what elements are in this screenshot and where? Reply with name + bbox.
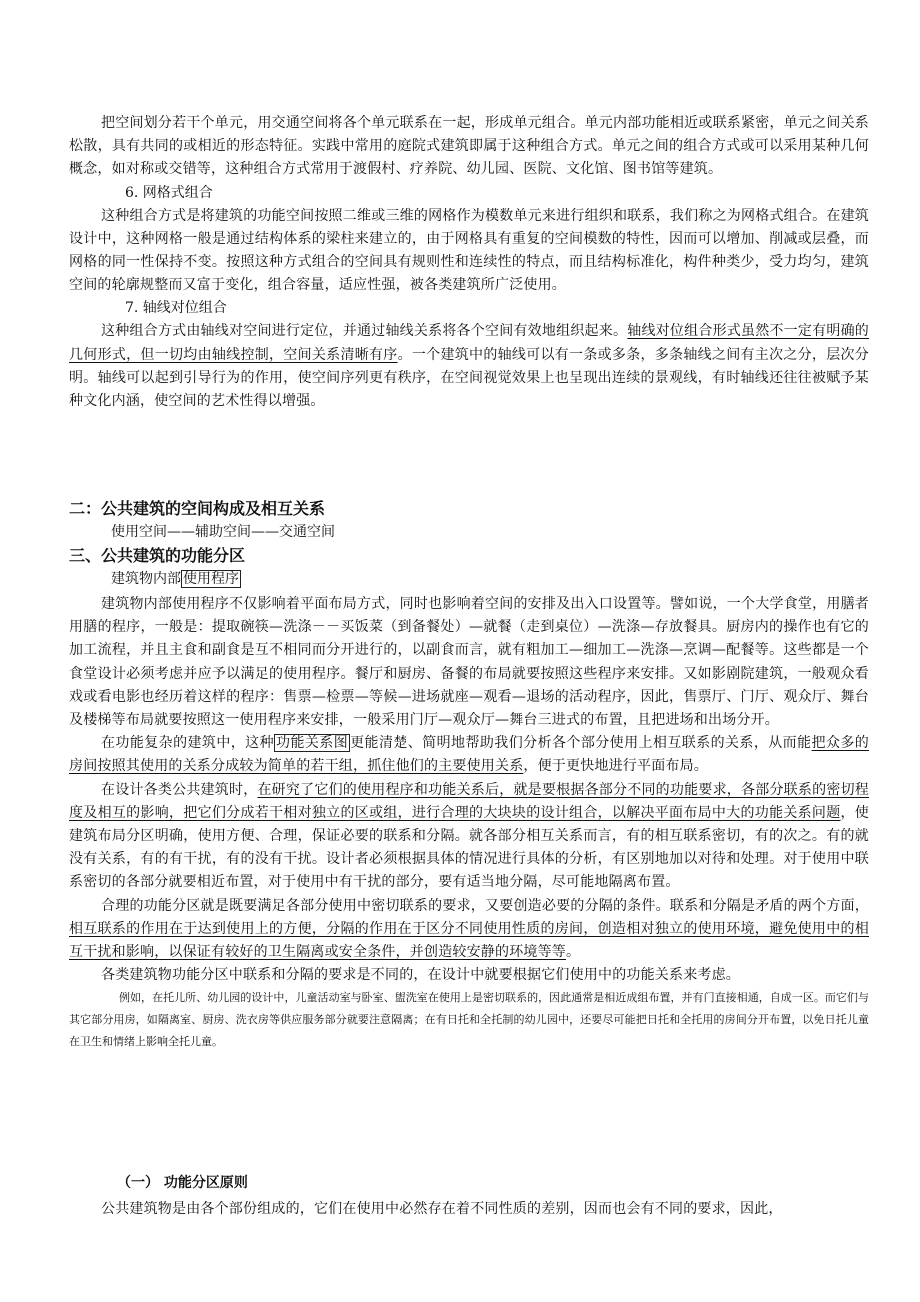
paragraph-grid-combination: 这种组合方式是将建筑的功能空间按照二维或三维的网格作为模数单元来进行组织和联系，我们称之为网格式组合。在建筑设计中，这种网格一般是通过结构体系的梁柱来建立的，由于网格具有重复的空间模数的特性，因而可以增加、削减或层叠，而网格的同一性保持不变。按照这种方式组合的空间具有规则性和连续性的特点，而且结构标准化，构件种类少，受力均匀，建筑空间的轮廓规整而又富于变化，组合容量，适应性强，被各类建筑所广泛使用。 <box>69 207 869 294</box>
boxed-term: 功能关系图 <box>276 735 349 752</box>
text-run: 这种组合方式由轴线对空间进行定位，并通过轴线关系将各个空间有效地组织起来。 <box>101 323 628 340</box>
paragraph-zoning-design <box>69 779 869 895</box>
underlined-text: 在研究了它们的使用程序和功能关系后，就是要根据各部分不同的功能要求，各部分联系的密切程度及相互的影响，把它们分成若干相对独立的区或组，进行合理的大块块的设计组合，以解决平面布局中大的功能关系问题 <box>69 781 869 821</box>
boxed-term: 使用程序 <box>183 571 239 587</box>
text-run: 合理的功能分区就是既要满足各部分使用中密切联系的要求，又要创造必要的分隔的条件。联系和分隔是矛盾的两个方面， <box>101 897 869 914</box>
section-three-body <box>69 593 869 1053</box>
paragraph-kindergarten-example: 例如，在托儿所、幼儿园的设计中，儿童活动室与卧室、盥洗室在使用上是密切联系的，因此通常是相近成组布置，并有门直接相通，自成一区。而它们与其它部分用房，如隔离室、厨房、洗衣房等供应服务部分就要注意隔离；在有日托和全托制的幼儿园中，还要尽可能把日托和全托用的房间分开布置，以免日托儿童在卫生和情绪上影响全托儿童。 <box>69 991 869 1049</box>
paragraph-requirements: 各类建筑物功能分区中联系和分隔的要求是不同的，在设计中就要根据它们使用中的功能关系来考虑。 <box>101 967 740 984</box>
paragraph-function-diagram <box>69 732 869 778</box>
text-run: 更能清楚、简明地帮助我们分析各个部分使用上相互联系的关系，从而能 <box>350 735 812 752</box>
heading-grid-combination: 6. 网格式组合 <box>125 184 213 201</box>
paragraph-principles-intro: 公共建筑物是由各个部份组成的，它们在使用中必然存在着不同性质的差别，因而也会有不同的要求，因此， <box>101 1201 783 1217</box>
section-two-subtitle: 使用空间——辅助空间——交通空间 <box>111 524 335 540</box>
paragraph-usage-sequence: 建筑物内部使用程序不仅影响着平面布局方式，同时也影响着空间的安排及出入口设置等。譬如说，一个大学食堂，用膳者用膳的程序，一般是：提取碗筷—洗涤－－买饭菜（到备餐处）—就餐（走到桌位）—洗涤—存放餐具。厨房内的操作也有它的加工流程，并且主食和副食是互不相同而分开进行的，以副食而言，就有粗加工—细加工—洗涤—烹调—配餐等。这些都是一个食堂设计必须考虑并应予以满足的使用程序。餐厅和厨房、备餐的布局就要按照这些程序来安排。又如影剧院建筑，一般观众看戏或看电影也经历着这样的程序：售票—检票—等候—进场就座—观看—退场的活动程序，因此，售票厅、门厅、观众厅、舞台及楼梯等布局就要按照这一使用程序来安排，一般采用门厅—观众厅—舞台三进式的布置，且把进场和出场分开。 <box>69 596 869 729</box>
text-run: 建筑物内部 <box>111 571 181 587</box>
section-three-subtitle <box>69 568 869 591</box>
heading-zoning-principles: （一） 功能分区原则 <box>117 1175 248 1191</box>
underlined-text: 相互联系的作用在于达到使用上的方便，分隔的作用在于区分不同使用性质的房间，创造相对独立的使用环境，避免使用中的相互干扰和影响，以保证有较好的卫生隔离或安全条件，并创造较安静的环境等等 <box>69 920 869 961</box>
text-run: 。一个建筑中的轴线可以有一条或多条，多条轴线之间有主次之分，层次分明。轴线可以起到引导行为的作用，使空间序列更有秩序，在空间视觉效果上也呈现出连续的景观线，有时轴线还往往被赋予某种文化内涵，使空间的艺术性得以增强。 <box>69 346 869 410</box>
paragraph-connection-separation <box>69 895 869 965</box>
text-run: ，使建筑布局分区明确，使用方便、合理，保证必要的联系和分隔。就各部分相互关系而言，有的相互联系密切，有的次之。有的就没有关系，有的有干扰，有的没有干扰。设计者必须根据具体的情况进行具体的分析，有区别地加以对待和处理。对于使用中联系密切的各部分就要相近布置，对于使用中有干扰的部分，要有适当地分隔，尽可能地隔离布置。 <box>69 804 870 891</box>
heading-axis-combination: 7. 轴线对位组合 <box>125 300 227 317</box>
underlined-text: 把众多的房间按照其使用的关系分成较为简单的若干组，抓住他们的主要使用关系 <box>69 735 869 775</box>
underlined-text: 轴线对位组合形式虽然不一定有明确的几何形式，但一切均由轴线控制，空间关系清晰有序 <box>69 323 869 363</box>
text-run: 。 <box>566 944 581 961</box>
section-heading-three: 三、公共建筑的功能分区 <box>69 546 246 565</box>
text-run: ，便于更快地进行平面布局。 <box>523 758 709 775</box>
text-run: 在设计各类公共建筑时， <box>101 781 258 798</box>
section-body <box>69 112 869 413</box>
paragraph-axis-combination <box>69 320 869 413</box>
section-heading-two: 二：公共建筑的空间构成及相互关系 <box>69 499 326 518</box>
section-principles <box>69 1172 869 1221</box>
paragraph-unit-combination: 把空间划分若干个单元，用交通空间将各个单元联系在一起，形成单元组合。单元内部功能相近或联系紧密，单元之间关系松散，具有共同的或相近的形态特征。实践中常用的庭院式建筑即属于这种组合方式。单元之间的组合方式或可以采用某种几何概念，如对称或交错等，这种组合方式常用于渡假村、疗养院、幼儿园、医院、文化馆、图书馆等建筑。 <box>69 115 869 178</box>
section-two <box>69 497 869 591</box>
text-run: 在功能复杂的建筑中，这种 <box>101 735 275 752</box>
